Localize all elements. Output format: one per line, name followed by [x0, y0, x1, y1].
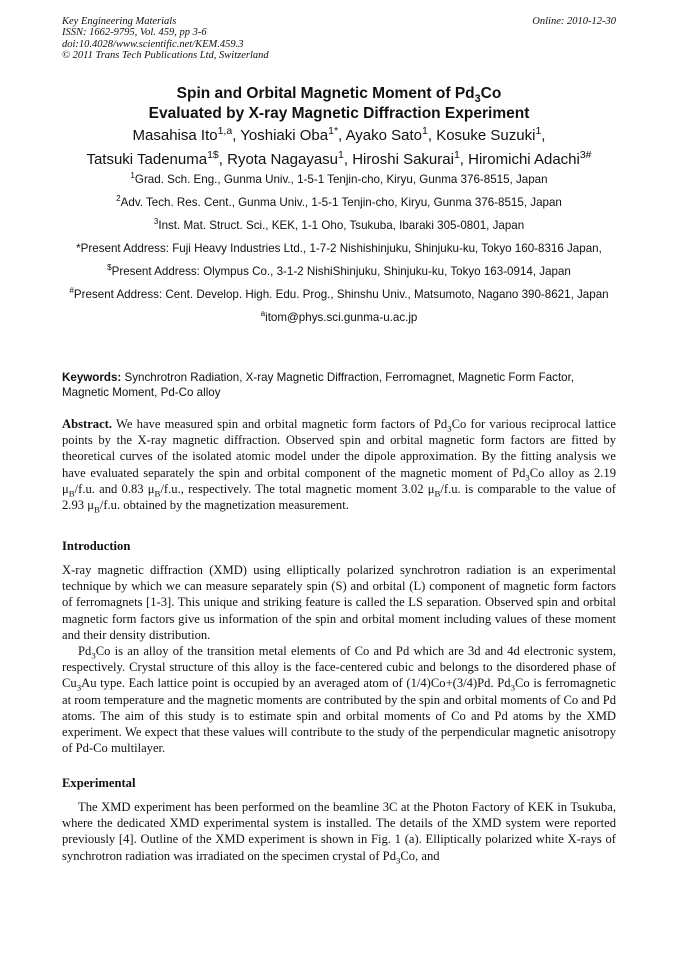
- online-date: Online: 2010-12-30: [532, 16, 616, 27]
- affiliation-3: $^3$Inst. Mat. Struct. Sci., KEK, 1-1 Oho, Tsukuba, Ibaraki 305-0801, Japan: [153, 217, 525, 232]
- author-name: Masahisa Ito: [132, 127, 218, 144]
- introduction-body: [62, 562, 616, 756]
- journal-name: Key Engineering Materials: [62, 16, 177, 27]
- contact-email[interactable]: $^a$itom@phys.sci.gunma-u.ac.jp: [260, 309, 418, 324]
- issn-line: ISSN: 1662-9795, Vol. 459, pp 3-6: [62, 27, 207, 39]
- section-heading-introduction: Introduction: [62, 539, 131, 553]
- keywords-label: Keywords:: [62, 371, 122, 384]
- present-address-fuji: *Present Address: Fuji Heavy Industries Ltd., 1-7-2 Nishishinjuku, Shinjuku-ku, Tokyo 160-8316 Japan,: [76, 242, 602, 255]
- section-heading-experimental: Experimental: [62, 776, 136, 790]
- keywords-text: Synchrotron Radiation, X-ray Magnetic Diffraction, Ferromagnet, Magnetic Form Factor, Magnetic Moment, Pd-Co alloy: [62, 371, 575, 399]
- experimental-body: [62, 799, 616, 864]
- author-name: Kosuke Suzuki: [436, 127, 536, 144]
- copyright-line: © 2011 Trans Tech Publications Ltd, Switzerland: [62, 50, 269, 62]
- affiliation-2: $^2$Adv. Tech. Res. Cent., Gunma Univ., 1-5-1 Tenjin-cho, Kiryu, Gunma 376-8515, Japan: [116, 194, 562, 209]
- present-address-olympus: $Present Address: Olympus Co., 3-1-2 NishiShinjuku, Shinjuku-ku, Tokyo 163-0914, Japan: [107, 263, 571, 278]
- author-name: Hiroshi Sakurai: [352, 151, 454, 168]
- author-list: [62, 124, 616, 172]
- affiliation-1: $^1$Grad. Sch. Eng., Gunma Univ., 1-5-1 Tenjin-cho, Kiryu, Gunma 376-8515, Japan: [130, 171, 548, 186]
- author-name: Hiromichi Adachi: [468, 151, 580, 168]
- keywords: [62, 370, 618, 400]
- journal-header: [62, 16, 616, 62]
- author-line-1: Masahisa Ito$^{1,a}$, Yoshiaki Oba$^{1*}$, Ayako Sato$^1$, Kosuke Suzuki$^1$,: [132, 125, 546, 144]
- paper-title: [62, 84, 616, 124]
- title-line-2: Evaluated by X-ray Magnetic Diffraction Experiment: [148, 105, 530, 122]
- doi-line: doi:10.4028/www.scientific.net/KEM.459.3: [62, 38, 244, 50]
- author-name: Ayako Sato: [345, 127, 423, 144]
- intro-paragraph-1: X-ray magnetic diffraction (XMD) using elliptically polarized synchrotron radiation is an experimental technique by which we can measure separately spin (S) and orbital (L) component of magnetic form factors of ferromagnets [1-3]. This unique and striking feature is called the LS separation. Observed spin and orbital magnetic form factors give us information of the spin and orbital moment including values of these moment and their density distribution.: [62, 563, 616, 642]
- abstract: Abstract. We have measured spin and orbital magnetic form factors of $Pd_3Co$ for various reciprocal lattice points by the X-ray magnetic diffraction. Observed spin and orbital magnetic form factors are fitted by theoretical curves of the isolated atomic model under the dipole approximation. By the fitting analysis we have evaluated separately the spin and orbital component of the magnetic moment of $Pd_3Co$ alloy as 2.19 $\mu_B/f.u$. and 0.83 $\mu_B/f.u$., respectively. The total magnetic moment 3.02 $\mu_B/f.u$. is comparable to the value of 2.93 $\mu_B/f.u$. obtained by the magnetization measurement.: [62, 417, 616, 515]
- author-name: Tatsuki Tadenuma: [86, 151, 208, 168]
- experimental-paragraph-1: The XMD experiment has been performed on the beamline 3C at the Photon Factory of KEK in Tsukuba, where the dedicated XMD experimental system is installed. The details of the XMD system were reported previously [4]. Outline of the XMD experiment is shown in Fig. 1 (a). Elliptically polarized white X-rays of synchrotron radiation was irradiated on the specimen crystal of $Pd_3Co$, and: [62, 800, 616, 866]
- abstract-label: Abstract.: [62, 417, 113, 431]
- affiliation-list: [62, 172, 616, 333]
- intro-paragraph-2: $Pd_3Co$ is an alloy of the transition metal elements of Co and Pd which are 3d and 4d electronic system, respectively. Crystal structure of this alloy is the face-centered cubic and belongs to the disordered phase of $Cu_3Au$ type. Each lattice point is occupied by an averaged atom of (1/4)Co+(3/4)Pd. $Pd_3Co$ is ferromagnetic at room temperature and the magnetic moments are contributed by the spin and orbital moments of Co and Pd atoms. The aim of this study is to estimate spin and orbital moments of Co and Pd atoms by the XMD experiment. We expect that these values will contribute to the study of the perpendicular magnetic anisotropy of Pd-Co multilayer.: [62, 644, 616, 756]
- present-address-shinshu: #Present Address: Cent. Develop. High. Edu. Prog., Shinshu Univ., Matsumoto, Nagano 390-8621, Japan: [69, 286, 609, 301]
- author-line-2: Tatsuki Tadenuma$^{1\$}$, Ryota Nagayasu$^1$, Hiroshi Sakurai$^1$, Hiromichi Adachi$^{3\#}$: [86, 149, 592, 168]
- author-name: Yoshiaki Oba: [240, 127, 329, 144]
- title-line-1: Spin and Orbital Magnetic Moment of $Pd_3Co$: [176, 85, 502, 106]
- author-name: Ryota Nagayasu: [227, 151, 339, 168]
